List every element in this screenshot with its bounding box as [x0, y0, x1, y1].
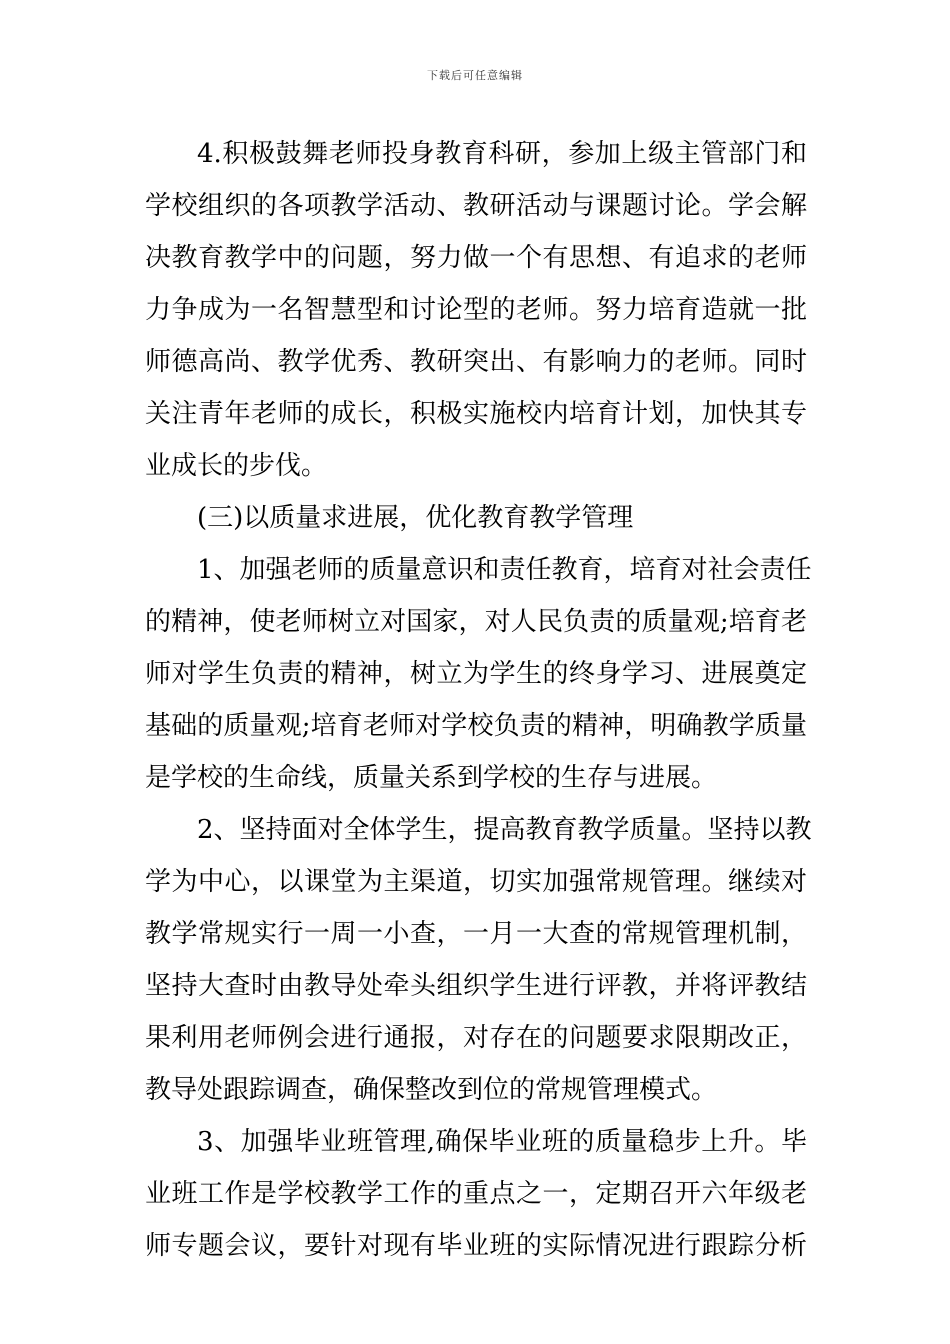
text-line: 的精神，使老师树立对国家，对人民负责的质量观;培育老: [145, 607, 807, 637]
text-line: 力争成为一名智慧型和讨论型的老师。努力培育造就一批: [145, 295, 807, 325]
text-line: 果利用老师例会进行通报，对存在的问题要求限期改正，: [145, 1023, 807, 1053]
text-line: 4.积极鼓舞老师投身教育科研，参加上级主管部门和: [197, 139, 807, 169]
text-line: 教学常规实行一周一小查，一月一大查的常规管理机制，: [145, 919, 807, 949]
text-line: 学校组织的各项教学活动、教研活动与课题讨论。学会解: [145, 191, 807, 221]
header-note: 下载后可任意编辑: [427, 69, 523, 82]
text-line: 师德高尚、教学优秀、教研突出、有影响力的老师。同时: [145, 347, 807, 377]
paragraph-all-students: [145, 804, 812, 1116]
section-heading: [145, 492, 807, 544]
text-line: 基础的质量观;培育老师对学校负责的精神，明确教学质量: [145, 711, 807, 741]
text-line: 教导处跟踪调查，确保整改到位的常规管理模式。: [145, 1075, 718, 1105]
paragraph-quality-awareness: [145, 544, 812, 804]
text-line: 业成长的步伐。: [145, 451, 328, 481]
text-line: 坚持大查时由教导处牵头组织学生进行评教，并将评教结: [145, 971, 807, 1001]
paragraph-graduating-class: [145, 1116, 807, 1272]
paragraph-research: [145, 128, 807, 492]
text-line: 师专题会议，要针对现有毕业班的实际情况进行跟踪分析: [145, 1231, 807, 1261]
text-line: 1、加强老师的质量意识和责任教育，培育对社会责任: [197, 555, 812, 585]
text-line: 是学校的生命线，质量关系到学校的生存与进展。: [145, 763, 718, 793]
document-body: [145, 128, 812, 1272]
text-line: 关注青年老师的成长，积极实施校内培育计划，加快其专: [145, 399, 807, 429]
text-line: 2、坚持面对全体学生，提高教育教学质量。坚持以教: [197, 815, 812, 845]
section-heading-text: (三)以质量求进展，优化教育教学管理: [197, 503, 634, 533]
text-line: 师对学生负责的精神，树立为学生的终身学习、进展奠定: [145, 659, 807, 689]
text-line: 决教育教学中的问题，努力做一个有思想、有追求的老师: [145, 243, 807, 273]
text-line: 3、加强毕业班管理,确保毕业班的质量稳步上升。毕: [197, 1127, 807, 1157]
text-line: 学为中心，以课堂为主渠道，切实加强常规管理。继续对: [145, 867, 807, 897]
text-line: 业班工作是学校教学工作的重点之一，定期召开六年级老: [145, 1179, 807, 1209]
